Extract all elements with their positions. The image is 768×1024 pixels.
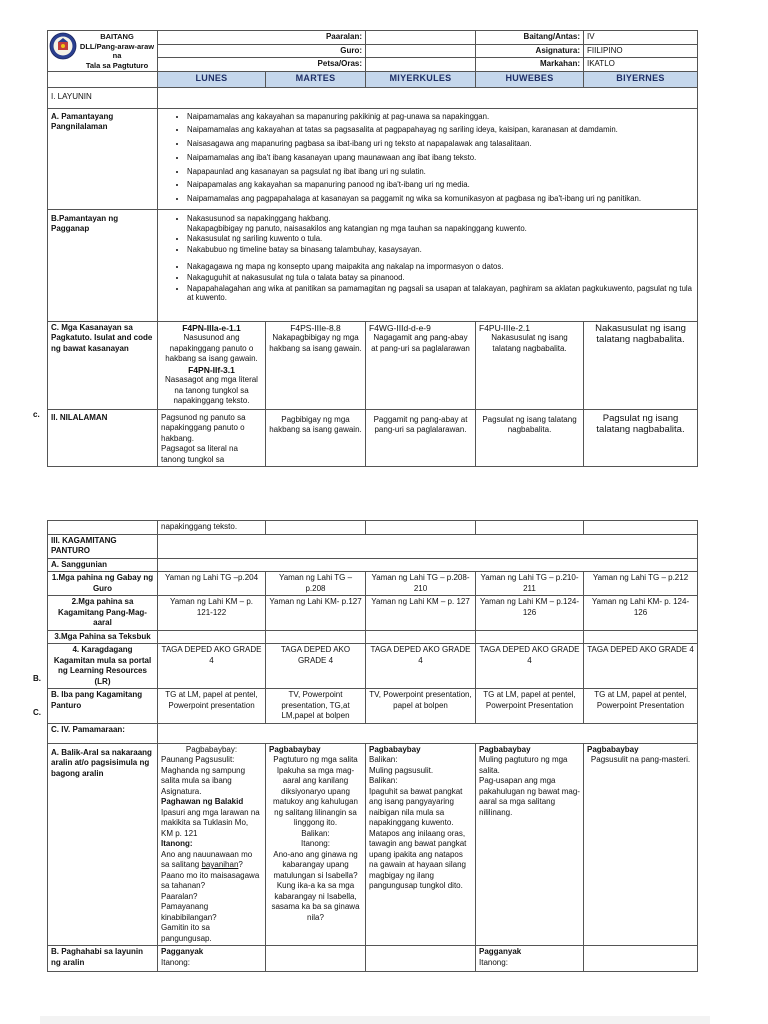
competency-text: Nakasusulat ng isang talatang nagbabalita. [491,333,568,353]
gabay-cell: Yaman ng Lahi TG –p.204 [158,572,266,596]
balik-aral-cell-lunes [158,743,266,946]
margin-marker: c. [33,410,40,419]
list-item: • Naipapamalas ang kakayahan sa mapanuring panood ng iba't-ibang uri ng media. [187,180,694,190]
cell-text [161,850,262,945]
pamantayang-pangnilalaman-content [158,108,698,209]
layunin-heading: I. LAYUNIN [48,87,158,108]
baitang-value: IV [584,31,698,45]
km-cell: Yaman ng Lahi KM- p. 124-126 [584,596,698,631]
list-item: • Nakasusunod sa napakinggang hakbang. Nakapagbibigay ng panuto, naisasakilos ang katangian ng mga tauhan sa napakinggang kuwento. [187,214,694,233]
balik-aral-cell-miyerkules [366,743,476,946]
markahan-label: Markahan: [476,58,584,72]
list-item: • Naipamamalas ang kakayahan at tatas sa pagsasalita at pagpapahayag ng sariling ideya, kaisipan, karanasan at damdamin. [187,125,694,135]
paghahabi-label: B. Paghahabi sa layunin ng aralin [48,946,158,972]
paghahabi-cell-huwebes [476,946,584,972]
km-cell: Yaman ng Lahi KM- p.127 [266,596,366,631]
kasanayan-cell-miyerkules [366,321,476,409]
cell-text: Paunang Pagsusulit: Maghanda ng sampung salita mula sa ibang Asignatura. [161,755,246,796]
subheading: Itanong: [161,839,193,848]
underlined-word: bayanihan [201,860,239,869]
dll-page-2 [47,520,697,972]
list-item: • Nakabubuo ng timeline batay sa binasang talambuhay, kasaysayan. [187,245,694,255]
competency-text: Nakapagbibigay ng mga hakbang sa isang gawain. [269,333,362,353]
lr-cell: TAGA DEPED AKO GRADE 4 [158,644,266,689]
subheading: Paghawan ng Balakid [161,797,244,806]
pamantayan-ng-pagganap-label: B.Pamantayan ng Pagganap [48,209,158,321]
cell-text: Muling pagtuturo ng mga salita. Pag-usapan ang mga pakahulugan ng bawat mag-aaral sa mga salitang nililinang. [479,755,580,817]
kagamitan-label: III. KAGAMITANG PANTURO [48,534,158,558]
empty-cell [366,630,476,644]
paaralan-label: Paaralan: [158,31,366,45]
balik-aral-cell-huwebes [476,743,584,946]
margin-marker: C. [33,708,41,717]
subheading: Pagbabaybay [479,744,531,754]
cell-text: Balikan: Muling pagsusulit. Balikan: Ipaguhit sa bawat pangkat ang isang pangyayaring naibigan nila mula sa napakinggang kuwento. Matapos ang inilaang oras, tawagin ang bawat pangkat upang ipakita ang natapos na gawain at hayaan silang magbigay ng ilang pangungusap tungkol dito. [369,755,467,890]
subheading: Pagganyak [161,947,204,956]
guro-value [366,44,476,58]
pamamaraan-label: C. IV. Pamamaraan: [48,723,158,743]
petsa-label: Petsa/Oras: [158,58,366,72]
baitang-label: Baitang/Antas: [476,31,584,45]
competency-text: Nakasusulat ng isang talatang nagbabalita. [595,322,686,346]
subheading: Pagbabaybay [369,744,421,754]
kasanayan-label: C. Mga Kasanayan sa Pagkatuto. Isulat and code ng bawat kasanayan [48,321,158,409]
subheading: Pagbabaybay [587,744,639,754]
competency-text: Nasasagot ang mga literal na tanong tungkol sa napakinggang teksto. [165,375,258,406]
cell-text-part: Ano ang nauunawaan mo sa salitang [161,849,253,869]
paghahabi-cell-martes [266,946,366,972]
sanggunian-span [158,558,698,572]
competency-code: F4PN-IIIa-e-1.1 [182,322,241,333]
cell-text-part: ? Paano mo ito maisasagawa sa tahanan? Paaralan? Pamayanang kinabibilangan? Gamitin ito sa pangungusap. [161,860,260,943]
empty-cell [266,521,366,535]
header-title-cell [48,31,158,72]
competency-code: F4WG-IIId-d-e-9 [369,322,431,333]
kasanayan-cell-biyernes [584,321,698,409]
list-item: • Naipamamalas ang kakayahan sa mapanuring pakikinig at pag-unawa sa napakinggan. [187,112,694,122]
competency-text: Nasusunod ang napakinggang panuto o hakbang sa isang gawain. [165,333,258,364]
day-header-martes: MARTES [266,71,366,87]
lr-cell: TAGA DEPED AKO GRADE 4 [584,644,698,689]
pamantayang-pangnilalaman-list [161,112,694,204]
subheading: Pagganyak [479,947,522,956]
competency-code: F4PN-IIf-3.1 [188,364,235,375]
cell-text: Ipasuri ang mga larawan na makikita sa Tuklasin Mo, KM p. 121 [161,807,260,838]
balik-aral-cell-biyernes [584,743,698,946]
cell-text: Itanong: [161,957,190,967]
guro-label: Guro: [158,44,366,58]
list-item: • Naisasagawa ang mapanuring pagbasa sa ibat-ibang uri ng teksto at napapalawak ang talasalitaan. [187,139,694,149]
km-cell: Yaman ng Lahi KM – p. 127 [366,596,476,631]
list-item: • Nakasusulat ng sariling kuwento o tula. [187,234,694,244]
paghahabi-cell-lunes [158,946,266,972]
list-item: • Napapahalagahan ang wika at panitikan sa pamamagitan ng pagsali sa usapan at talakayan, paghiram sa aklatan pagkukuwento, pagsulat ng tula at kuwento. [187,284,694,303]
header-title-line: Tala sa Pagtuturo [85,60,149,70]
empty-cell [158,630,266,644]
header-title-line: DLL/Pang-araw-araw na [79,41,155,60]
cell-text: Pagsusulit na pang-masteri. [590,755,691,764]
pamantayan-ng-pagganap-content [158,209,698,321]
gabay-label: 1.Mga pahina ng Gabay ng Guro [48,572,158,596]
kasanayan-cell-martes [266,321,366,409]
asignatura-value: FIILIPINO [584,44,698,58]
subheading: Pagbabaybay: [185,744,238,754]
kagamitang-pang-mag-aaral-label: 2.Mga pahina sa Kagamitang Pang-Mag-aaral [48,596,158,631]
day-header-blank [48,71,158,87]
day-header-lunes: LUNES [158,71,266,87]
lr-cell: TAGA DEPED AKO GRADE 4 [266,644,366,689]
paaralan-value [366,31,476,45]
deped-seal-icon [49,32,77,60]
empty-cell [584,630,698,644]
nilalaman-label: II. NILALAMAN [48,409,158,467]
dll-page-1 [47,30,697,467]
header-title-line: BAITANG [100,32,134,41]
pamantayang-pangnilalaman-label: A. Pamantayang Pangnilalaman [48,108,158,209]
balik-aral-label: A. Balik-Aral sa nakaraang aralin at/o pagsisimula ng bagong aralin [48,743,158,946]
cell-text: Itanong: [479,957,508,967]
kasanayan-cell-huwebes [476,321,584,409]
list-item: • Naipamamalas ang pagpapahalaga at kasanayan sa paggamit ng wika sa komunikasyon at pagbasa ng iba't-ibang uri ng panitikan. [187,194,694,204]
petsa-value [366,58,476,72]
nilalaman-cell-biyernes: Pagsulat ng isang talatang nagbabalita. [584,409,698,467]
lr-label: 4. Karagdagang Kagamitan mula sa portal ng Learning Resources (LR) [48,644,158,689]
nilalaman-cell-martes: Pagbibigay ng mga hakbang sa isang gawain. [266,409,366,467]
competency-code: F4PS-IIIe-8.8 [290,322,341,333]
continuation-blank [48,521,158,535]
list-item: • Nakaguguhit at nakasusulat ng tula o talata batay sa pinanood. [187,273,694,283]
day-header-huwebes: HUWEBES [476,71,584,87]
margin-marker: B. [33,674,41,683]
iba-cell: TV, Powerpoint presentation, papel at bolpen [366,689,476,724]
pamamaraan-span [158,723,698,743]
iba-cell: TV, Powerpoint presentation, TG,at LM,papel at bolpen [266,689,366,724]
nilalaman-cell-miyerkules: Paggamit ng pang-abay at pang-uri sa paglalarawan. [366,409,476,467]
competency-code: F4PU-IIIe-2.1 [479,322,531,333]
teksbuk-label: 3.Mga Pahina sa Teksbuk [48,630,158,644]
paghahabi-cell-miyerkules [366,946,476,972]
empty-cell [584,521,698,535]
day-header-miyerkules: MIYERKULES [366,71,476,87]
nilalaman-cell-lunes: Pagsunod ng panuto sa napakinggang panuto o hakbang. Pagsagot sa literal na tanong tungkol sa [158,409,266,467]
nilalaman-cell-huwebes: Pagsulat ng isang talatang nagbabalita. [476,409,584,467]
list-item: • Naipamamalas ang iba't ibang kasanayan upang maunawaan ang ibat ibang teksto. [187,153,694,163]
empty-cell [476,630,584,644]
empty-cell [366,521,476,535]
pamantayan-ng-pagganap-list [161,214,694,303]
dll-table-bottom [47,520,698,972]
dll-table-top [47,30,698,467]
day-header-biyernes: BIYERNES [584,71,698,87]
balik-aral-cell-martes [266,743,366,946]
nilalaman-continuation: napakinggang teksto. [158,521,266,535]
list-item: • Nakagagawa ng mapa ng konsepto upang maipakita ang nakalap na impormasyon o datos. [187,262,694,272]
sanggunian-label: A. Sanggunian [48,558,158,572]
iba-cell: TG at LM, papel at pentel, Powerpoint presentation [158,689,266,724]
subheading: Pagbabaybay [269,744,321,754]
gabay-cell: Yaman ng Lahi TG – p.208-210 [366,572,476,596]
empty-cell [476,521,584,535]
iba-cell: TG at LM, papel at pentel, Powerpoint Presentation [584,689,698,724]
iba-cell: TG at LM, papel at pentel, Powerpoint Presentation [476,689,584,724]
cell-text: Pagtuturo ng mga salita Ipakuha sa mga mag-aaral ang kanilang diksiyonaryo upang matukoy ang kahulugan ng salitang lilinangin sa linggong ito. Balikan: Itanong: Ano-ano ang ginawa ng kabarangay upang matulungan si Isabella? Kung ika-a ka sa mga kabarangay ni Isabella, sasama ka ba sa ginawa nila? [271,755,360,922]
markahan-value: IKATLO [584,58,698,72]
layunin-heading-span [158,87,698,108]
gabay-cell: Yaman ng Lahi TG –p.208 [266,572,366,596]
lr-cell: TAGA DEPED AKO GRADE 4 [476,644,584,689]
lr-cell: TAGA DEPED AKO GRADE 4 [366,644,476,689]
paghahabi-cell-biyernes [584,946,698,972]
list-item: • Napapaunlad ang kasanayan sa pagsulat ng ibat ibang uri ng sulatin. [187,167,694,177]
kagamitan-span [158,534,698,558]
page-edge [40,1016,710,1024]
km-cell: Yaman ng Lahi KM – p. 121-122 [158,596,266,631]
competency-text: Nagagamit ang pang-abay at pang-uri sa paglalarawan [371,333,470,353]
gabay-cell: Yaman ng Lahi TG – p.210-211 [476,572,584,596]
gabay-cell: Yaman ng Lahi TG – p.212 [584,572,698,596]
kasanayan-cell-lunes [158,321,266,409]
km-cell: Yaman ng Lahi KM – p.124-126 [476,596,584,631]
iba-pang-kagamitan-label: B. Iba pang Kagamitang Panturo [48,689,158,724]
asignatura-label: Asignatura: [476,44,584,58]
empty-cell [266,630,366,644]
